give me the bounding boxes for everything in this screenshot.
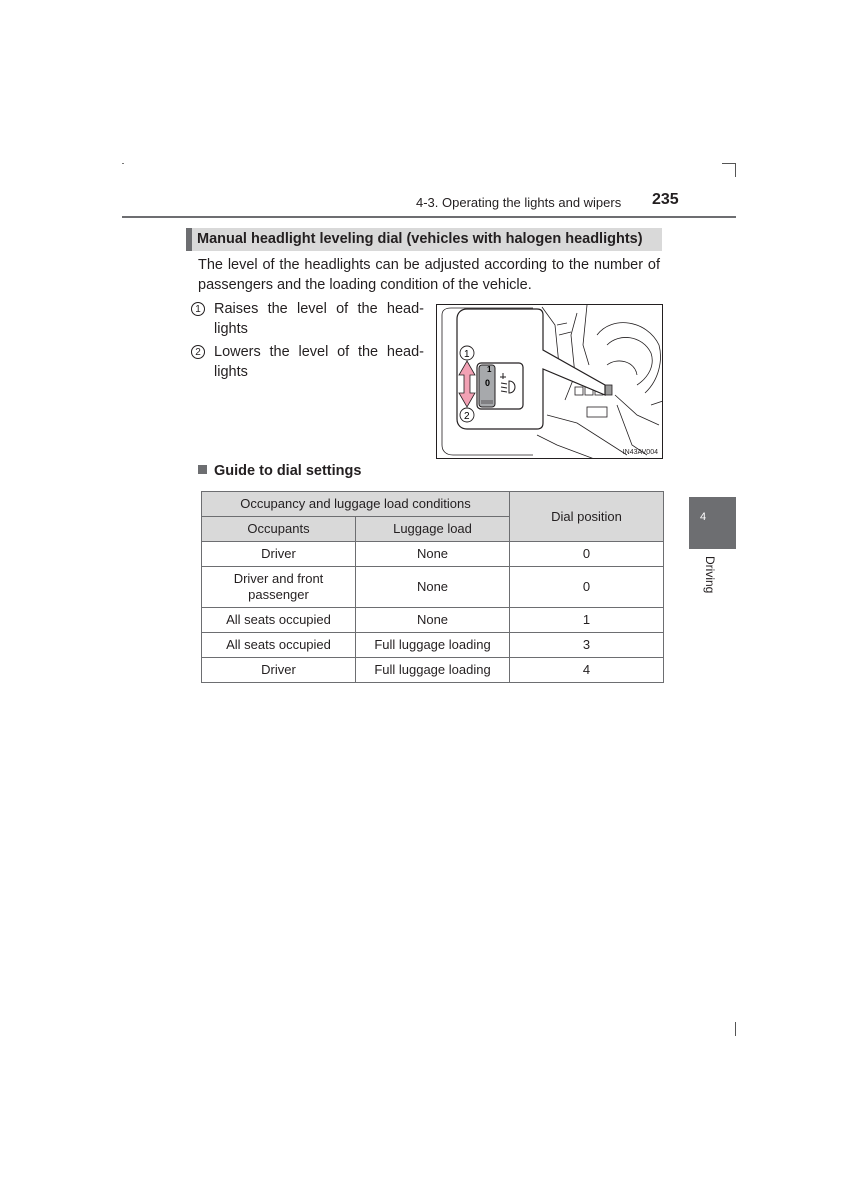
callout-number: 2 — [191, 345, 205, 359]
cell-luggage: Full luggage loading — [356, 633, 510, 658]
cell-luggage: None — [356, 608, 510, 633]
guide-heading — [198, 463, 361, 479]
figure-code: IN43AV004 — [622, 449, 658, 456]
table-row — [202, 567, 664, 608]
crop-mark — [122, 163, 124, 164]
callout-text: Lowers the level of the head-lights — [214, 344, 424, 380]
cell-luggage: Full luggage loading — [356, 658, 510, 683]
header-dial-position: Dial position — [510, 492, 664, 542]
headlight-dial-figure — [436, 304, 663, 459]
table-row — [202, 658, 664, 683]
dashboard-illustration — [437, 305, 663, 459]
dial-settings-table — [201, 491, 664, 683]
guide-title: Guide to dial settings — [214, 463, 362, 479]
intro-paragraph: The level of the headlights can be adjusted according to the number of passengers and the loading condition of the vehicle. — [198, 257, 660, 293]
running-head: 4-3. Operating the lights and wipers — [416, 195, 622, 210]
cell-occupants: Driver — [202, 658, 356, 683]
cell-dial: 0 — [510, 542, 664, 567]
section-title: Manual headlight leveling dial (vehicles with halogen headlights) — [186, 228, 662, 251]
cell-occupants: Driver and front passenger — [202, 567, 356, 608]
chapter-tab[interactable] — [689, 497, 736, 549]
header-luggage-load: Luggage load — [356, 517, 510, 542]
cell-dial: 1 — [510, 608, 664, 633]
header-rule — [122, 216, 736, 218]
cell-dial: 3 — [510, 633, 664, 658]
crop-mark — [735, 1022, 736, 1036]
crop-mark — [735, 163, 736, 177]
svg-text:1: 1 — [464, 349, 470, 360]
cell-dial: 4 — [510, 658, 664, 683]
header-occupants: Occupants — [202, 517, 356, 542]
group-header: Occupancy and luggage load conditions — [202, 492, 510, 517]
table-row — [202, 542, 664, 567]
cell-luggage: None — [356, 542, 510, 567]
cell-occupants: All seats occupied — [202, 608, 356, 633]
svg-text:2: 2 — [464, 411, 470, 422]
cell-dial: 0 — [510, 567, 664, 608]
chapter-name: Driving — [703, 556, 717, 594]
page-number: 235 — [652, 191, 679, 208]
square-bullet-icon — [198, 465, 207, 474]
crop-mark — [722, 163, 736, 164]
dial-mark-0: 0 — [485, 378, 491, 388]
cell-occupants: Driver — [202, 542, 356, 567]
table-header-row — [202, 492, 664, 517]
table-row — [202, 633, 664, 658]
callout-text: Raises the level of the head-lights — [214, 301, 424, 337]
table-row — [202, 608, 664, 633]
callout-number: 1 — [191, 302, 205, 316]
cell-luggage: None — [356, 567, 510, 608]
chapter-number: 4 — [699, 511, 707, 523]
dial-mark-1: 1 — [487, 365, 492, 374]
cell-occupants: All seats occupied — [202, 633, 356, 658]
